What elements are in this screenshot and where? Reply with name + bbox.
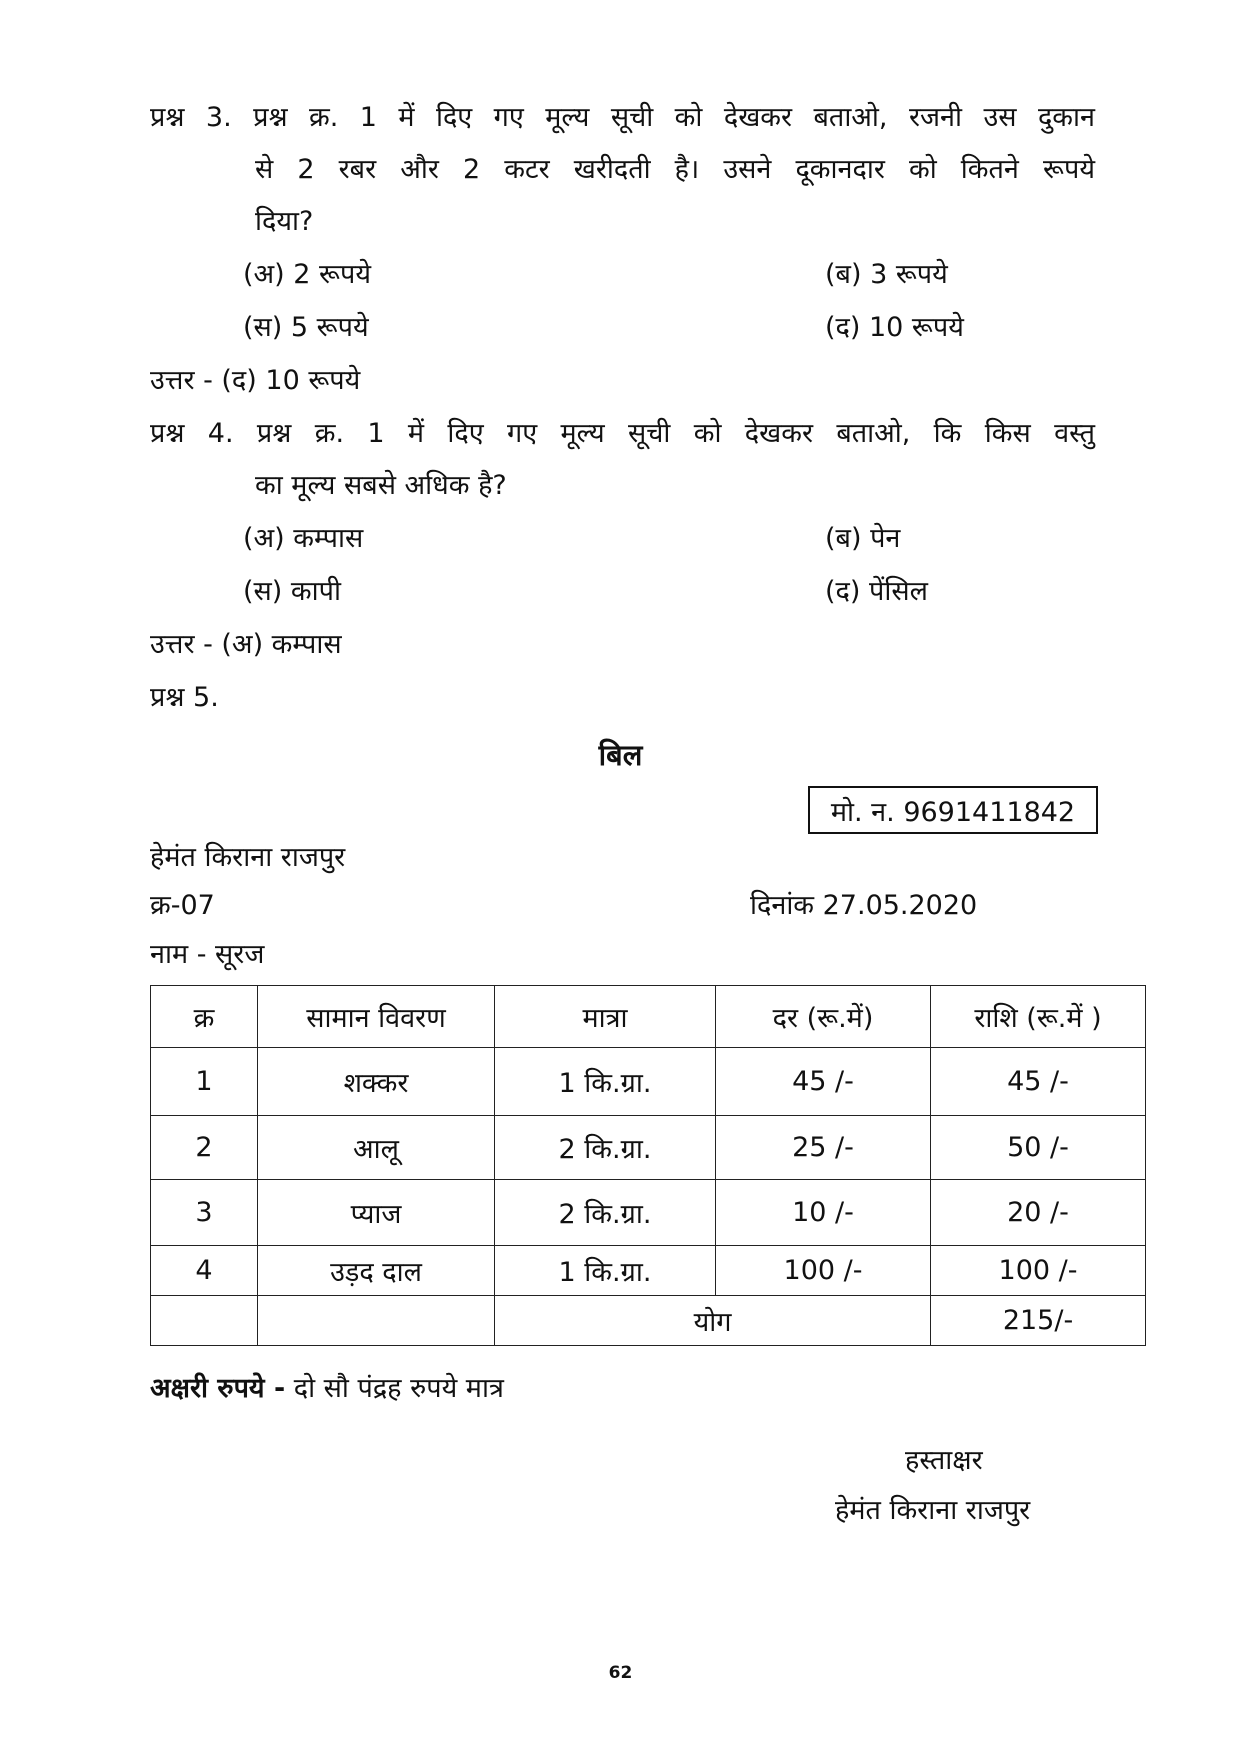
cell-amount: 50 /- <box>931 1116 1146 1180</box>
cell-item: शक्कर <box>258 1048 495 1116</box>
table-row <box>151 1180 1146 1246</box>
cell-empty <box>258 1296 495 1346</box>
q3-option-d: (द) 10 रूपये <box>825 312 964 343</box>
cell-rate: 45 /- <box>716 1048 931 1116</box>
cell-quantity: 1 कि.ग्रा. <box>495 1246 716 1296</box>
cell-rate: 10 /- <box>716 1180 931 1246</box>
q4-answer: उत्तर - (अ) कम्पास <box>150 629 342 660</box>
cell-item: आलू <box>258 1116 495 1180</box>
table-row <box>151 1048 1146 1116</box>
total-value: 215/- <box>931 1296 1146 1346</box>
bill-date: दिनांक 27.05.2020 <box>750 890 978 921</box>
table-header-row <box>151 986 1146 1048</box>
shop-name: हेमंत किराना राजपुर <box>150 842 346 873</box>
cell-item: प्याज <box>258 1180 495 1246</box>
cell-serial: 1 <box>151 1048 258 1116</box>
q3-option-c: (स) 5 रूपये <box>243 312 369 343</box>
cell-empty <box>151 1296 258 1346</box>
mobile-number-box <box>808 786 1098 834</box>
cell-amount: 100 /- <box>931 1246 1146 1296</box>
cell-quantity: 2 कि.ग्रा. <box>495 1180 716 1246</box>
cell-serial: 3 <box>151 1180 258 1246</box>
q3-line-2: से 2 रबर और 2 कटर खरीदती है। उसने दूकानदार को कितने रूपये <box>255 154 1095 185</box>
cell-item: उड़द दाल <box>258 1246 495 1296</box>
header-serial: क्र <box>151 986 258 1048</box>
header-rate: दर (रू.में) <box>716 986 931 1048</box>
mobile-number: मो. न. 9691411842 <box>830 796 1076 828</box>
cell-serial: 4 <box>151 1246 258 1296</box>
bill-table <box>150 985 1146 1346</box>
cell-quantity: 2 कि.ग्रा. <box>495 1116 716 1180</box>
cell-rate: 25 /- <box>716 1116 931 1180</box>
q5-label: प्रश्न 5. <box>150 682 219 713</box>
cell-serial: 2 <box>151 1116 258 1180</box>
page-number: 62 <box>608 1663 633 1683</box>
amount-in-words-value: दो सौ पंद्रह रुपये मात्र <box>285 1373 504 1404</box>
q4-option-c: (स) कापी <box>243 576 341 607</box>
signature-shop-name: हेमंत किराना राजपुर <box>835 1495 1031 1526</box>
cell-quantity: 1 कि.ग्रा. <box>495 1048 716 1116</box>
header-quantity: मात्रा <box>495 986 716 1048</box>
cell-rate: 100 /- <box>716 1246 931 1296</box>
q3-option-a: (अ) 2 रूपये <box>243 259 372 290</box>
total-label: योग <box>495 1296 931 1346</box>
q3-line-3: दिया? <box>255 206 314 237</box>
customer-name: नाम - सूरज <box>150 939 265 970</box>
bill-title: बिल <box>598 738 643 772</box>
table-row <box>151 1246 1146 1296</box>
header-item: सामान विवरण <box>258 986 495 1048</box>
q4-line-1: प्रश्न 4. प्रश्न क्र. 1 में दिए गए मूल्य सूची को देखकर बताओ, कि किस वस्तु <box>150 418 1095 449</box>
q4-option-b: (ब) पेन <box>825 523 901 554</box>
table-row <box>151 1116 1146 1180</box>
cell-amount: 45 /- <box>931 1048 1146 1116</box>
amount-in-words <box>150 1371 504 1407</box>
q3-option-b: (ब) 3 रूपये <box>825 259 948 290</box>
signature-label: हस्ताक्षर <box>905 1445 983 1476</box>
bill-serial: क्र-07 <box>150 890 215 921</box>
q4-line-2: का मूल्य सबसे अधिक है? <box>255 470 507 501</box>
header-amount: राशि (रू.में ) <box>931 986 1146 1048</box>
q4-option-d: (द) पेंसिल <box>825 576 928 607</box>
q4-option-a: (अ) कम्पास <box>243 523 364 554</box>
q3-line-1: प्रश्न 3. प्रश्न क्र. 1 में दिए गए मूल्य सूची को देखकर बताओ, रजनी उस दुकान <box>150 102 1095 133</box>
q3-answer: उत्तर - (द) 10 रूपये <box>150 365 361 396</box>
cell-amount: 20 /- <box>931 1180 1146 1246</box>
table-total-row <box>151 1296 1146 1346</box>
amount-in-words-label: अक्षरी रुपये - <box>150 1373 286 1404</box>
